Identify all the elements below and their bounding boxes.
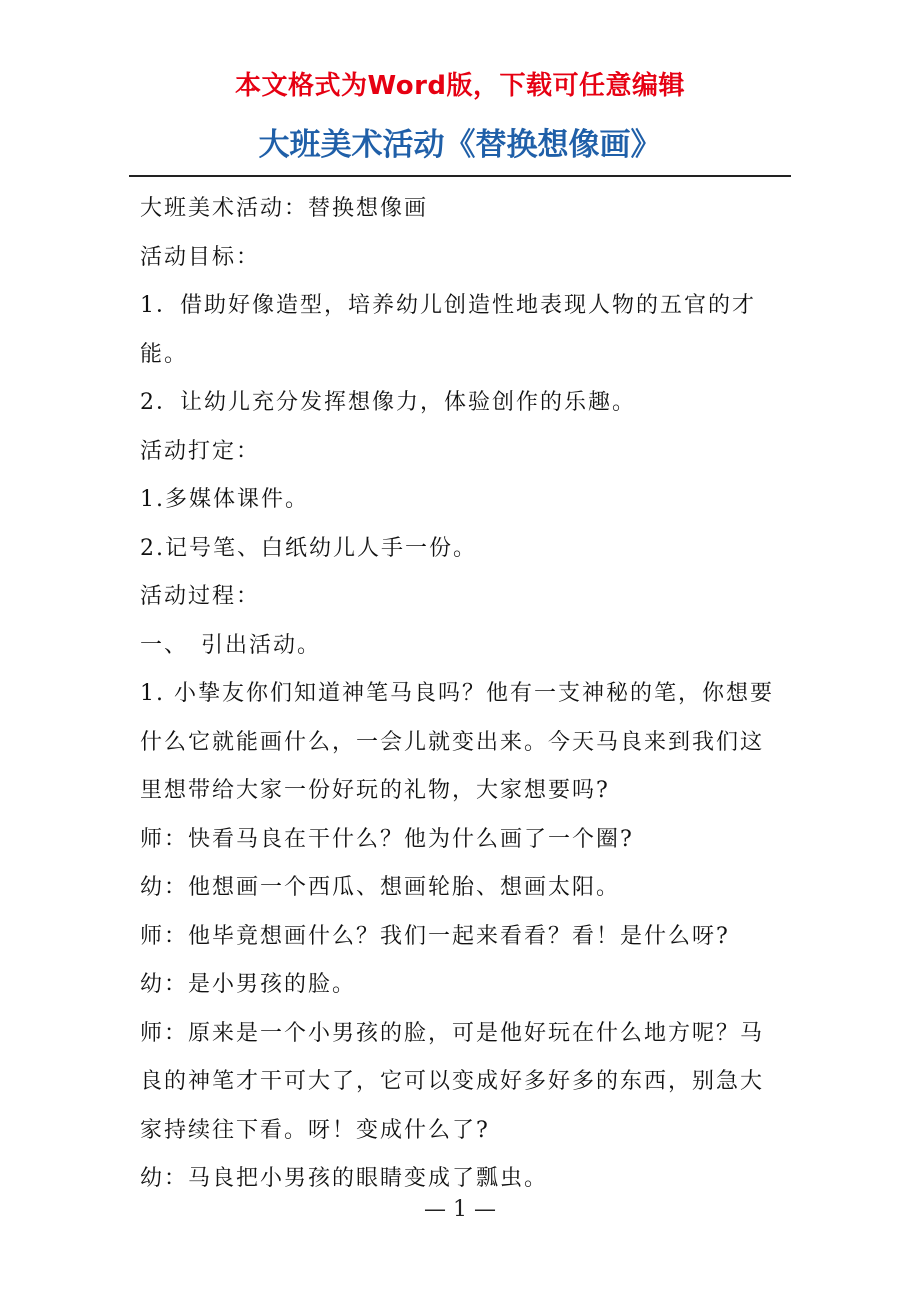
paragraph: 大班美术活动：替换想像画 <box>140 196 429 221</box>
document-title: 大班美术活动《替换想像画》 <box>258 127 662 163</box>
paragraph: 师：快看马良在干什么？他为什么画了一个圈? <box>140 826 634 852</box>
paragraph: 活动过程： <box>140 584 261 609</box>
document-body <box>140 185 785 1204</box>
paragraph: 幼：是小男孩的脸。 <box>140 972 357 997</box>
paragraph: 幼：马良把小男孩的眼睛变成了瓢虫。 <box>140 1166 549 1191</box>
paragraph: 活动打定： <box>140 438 261 464</box>
paragraph: 1．借助好像造型，培养幼儿创造性地表现人物的五官的才能。 <box>140 293 756 367</box>
paragraph: 幼：他想画一个西瓜、想画轮胎、想画太阳。 <box>140 875 621 900</box>
paragraph: 1.多媒体课件。 <box>140 487 309 512</box>
paragraph: 一、 引出活动。 <box>140 632 322 658</box>
paragraph: 活动目标： <box>140 244 261 270</box>
paragraph: 师：原来是一个小男孩的脸，可是他好玩在什么地方呢？马良的神笔才干可大了，它可以变成好多好多的东西，别急大家持续往下看。呀！变成什么了? <box>140 1020 765 1143</box>
format-notice: 本文格式为Word版，下载可任意编辑 <box>234 71 686 101</box>
paragraph: 1. 小挚友你们知道神笔马良吗？他有一支神秘的笔，你想要什么它就能画什么，一会儿就变出来。今天马良来到我们这里想带给大家一份好玩的礼物，大家想要吗? <box>140 681 774 803</box>
paragraph: 2.记号笔、白纸幼儿人手一份。 <box>140 535 477 561</box>
title-divider <box>129 175 791 177</box>
paragraph: 2．让幼儿充分发挥想像力，体验创作的乐趣。 <box>140 390 636 415</box>
page-number: — 1 — <box>424 1197 496 1222</box>
paragraph: 师：他毕竟想画什么？我们一起来看看？看！是什么呀? <box>140 923 730 949</box>
